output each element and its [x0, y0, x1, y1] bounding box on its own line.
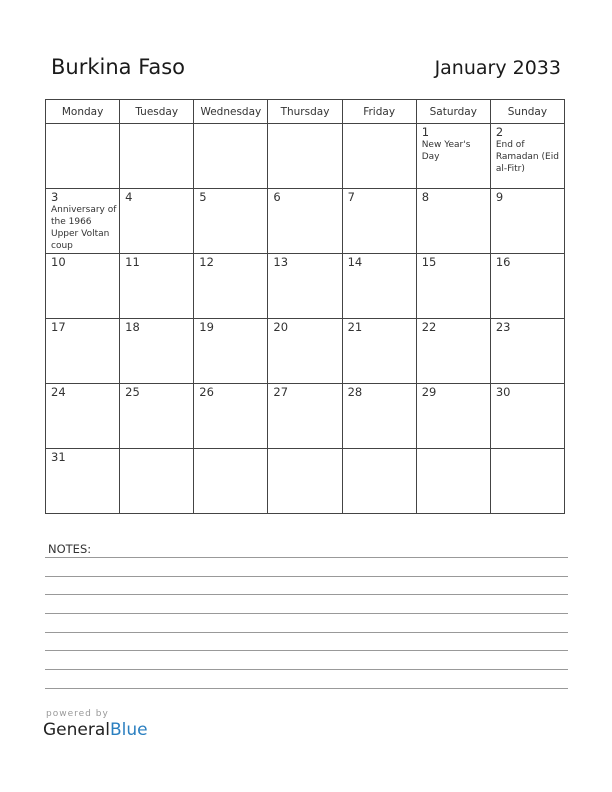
- note-line: [45, 650, 568, 651]
- day-number: [194, 449, 267, 451]
- note-line: [45, 688, 568, 689]
- day-number: 15: [421, 255, 437, 269]
- day-cell: [416, 384, 490, 449]
- day-number: 9: [495, 190, 504, 204]
- day-number: 24: [51, 385, 66, 399]
- day-number: 13: [273, 255, 289, 269]
- week-row: [46, 449, 565, 514]
- note-line: [45, 632, 568, 633]
- holiday-label: New Year's Day: [421, 140, 471, 162]
- weekday-header: Friday: [342, 100, 416, 124]
- day-number: 29: [421, 385, 437, 399]
- day-number: [194, 124, 267, 126]
- week-row: [46, 319, 565, 384]
- brand-name-blue: Blue: [110, 720, 148, 740]
- weekday-header-row: [46, 100, 565, 124]
- day-cell: [268, 449, 342, 514]
- day-number: 4: [125, 190, 133, 204]
- day-number: 25: [125, 385, 140, 399]
- day-number: 1: [421, 125, 430, 139]
- day-number: 30: [495, 385, 511, 399]
- day-number: [46, 124, 119, 126]
- calendar-grid: [45, 99, 565, 514]
- day-cell: [416, 124, 490, 189]
- weekday-header: Wednesday: [194, 100, 268, 124]
- day-number: 11: [125, 255, 140, 269]
- week-row: [46, 124, 565, 189]
- holiday-label: End of Ramadan (Eid al-Fitr): [495, 140, 559, 174]
- day-number: 20: [273, 320, 289, 334]
- day-cell: [342, 189, 416, 254]
- day-cell: [268, 124, 342, 189]
- day-cell: [194, 189, 268, 254]
- day-cell: [194, 384, 268, 449]
- day-number: 22: [421, 320, 437, 334]
- brand-name-general: General: [43, 720, 110, 740]
- day-number: [343, 449, 416, 451]
- day-cell: [46, 384, 120, 449]
- weekday-header: Thursday: [268, 100, 342, 124]
- note-line: [45, 613, 568, 614]
- day-number: 3: [51, 190, 59, 204]
- day-cell: [490, 384, 564, 449]
- day-cell: [194, 449, 268, 514]
- day-cell: [120, 319, 194, 384]
- day-cell: [46, 254, 120, 319]
- day-cell: [268, 189, 342, 254]
- note-line: [45, 594, 568, 595]
- day-number: 26: [199, 385, 214, 399]
- week-row: [46, 384, 565, 449]
- country-title: Burkina Faso: [51, 55, 186, 79]
- day-number: 27: [273, 385, 289, 399]
- day-number: [120, 449, 193, 451]
- day-cell: [268, 319, 342, 384]
- day-cell: [490, 449, 564, 514]
- day-number: [268, 124, 341, 126]
- day-number: 8: [421, 190, 430, 204]
- weekday-header: Monday: [46, 100, 120, 124]
- day-cell: [342, 449, 416, 514]
- note-line: [45, 576, 568, 577]
- weekday-header: Tuesday: [120, 100, 194, 124]
- day-number: 18: [125, 320, 140, 334]
- week-row: [46, 189, 565, 254]
- day-number: [417, 449, 490, 451]
- day-cell: [416, 319, 490, 384]
- day-cell: [194, 319, 268, 384]
- day-number: [268, 449, 341, 451]
- day-cell: [46, 449, 120, 514]
- day-cell: [120, 384, 194, 449]
- note-line: [45, 669, 568, 670]
- day-cell: [416, 254, 490, 319]
- month-title: January 2033: [434, 57, 561, 79]
- day-cell: [120, 254, 194, 319]
- day-cell: [46, 319, 120, 384]
- day-number: 10: [51, 255, 66, 269]
- day-number: 12: [199, 255, 214, 269]
- day-number: 16: [495, 255, 511, 269]
- weekday-header: Sunday: [490, 100, 564, 124]
- day-cell: [120, 189, 194, 254]
- day-cell: [490, 254, 564, 319]
- day-number: 31: [51, 450, 66, 464]
- day-number: 7: [347, 190, 355, 204]
- day-cell: [342, 124, 416, 189]
- day-cell: [194, 254, 268, 319]
- day-number: 14: [347, 255, 363, 269]
- day-cell: [120, 124, 194, 189]
- day-cell: [490, 319, 564, 384]
- day-cell: [342, 319, 416, 384]
- brand-logo[interactable]: [43, 720, 148, 740]
- day-cell: [416, 189, 490, 254]
- day-cell: [490, 189, 564, 254]
- day-number: [343, 124, 416, 126]
- day-number: 6: [273, 190, 281, 204]
- day-cell: [342, 384, 416, 449]
- day-number: 5: [199, 190, 207, 204]
- day-number: [120, 124, 193, 126]
- day-cell: [46, 189, 120, 254]
- day-number: 19: [199, 320, 214, 334]
- powered-by-label: powered by: [46, 709, 109, 719]
- week-row: [46, 254, 565, 319]
- day-cell: [120, 449, 194, 514]
- day-number: 28: [347, 385, 363, 399]
- day-number: [491, 449, 564, 451]
- day-cell: [342, 254, 416, 319]
- holiday-label: Anniversary of the 1966 Upper Voltan coup: [51, 205, 117, 251]
- day-cell: [416, 449, 490, 514]
- weekday-header: Saturday: [416, 100, 490, 124]
- day-cell: [268, 384, 342, 449]
- day-cell: [46, 124, 120, 189]
- notes-label: NOTES:: [48, 542, 92, 556]
- day-number: 17: [51, 320, 66, 334]
- day-cell: [490, 124, 564, 189]
- day-cell: [194, 124, 268, 189]
- day-number: 21: [347, 320, 363, 334]
- day-number: 23: [495, 320, 511, 334]
- note-line: [45, 557, 568, 558]
- day-number: 2: [495, 125, 504, 139]
- day-cell: [268, 254, 342, 319]
